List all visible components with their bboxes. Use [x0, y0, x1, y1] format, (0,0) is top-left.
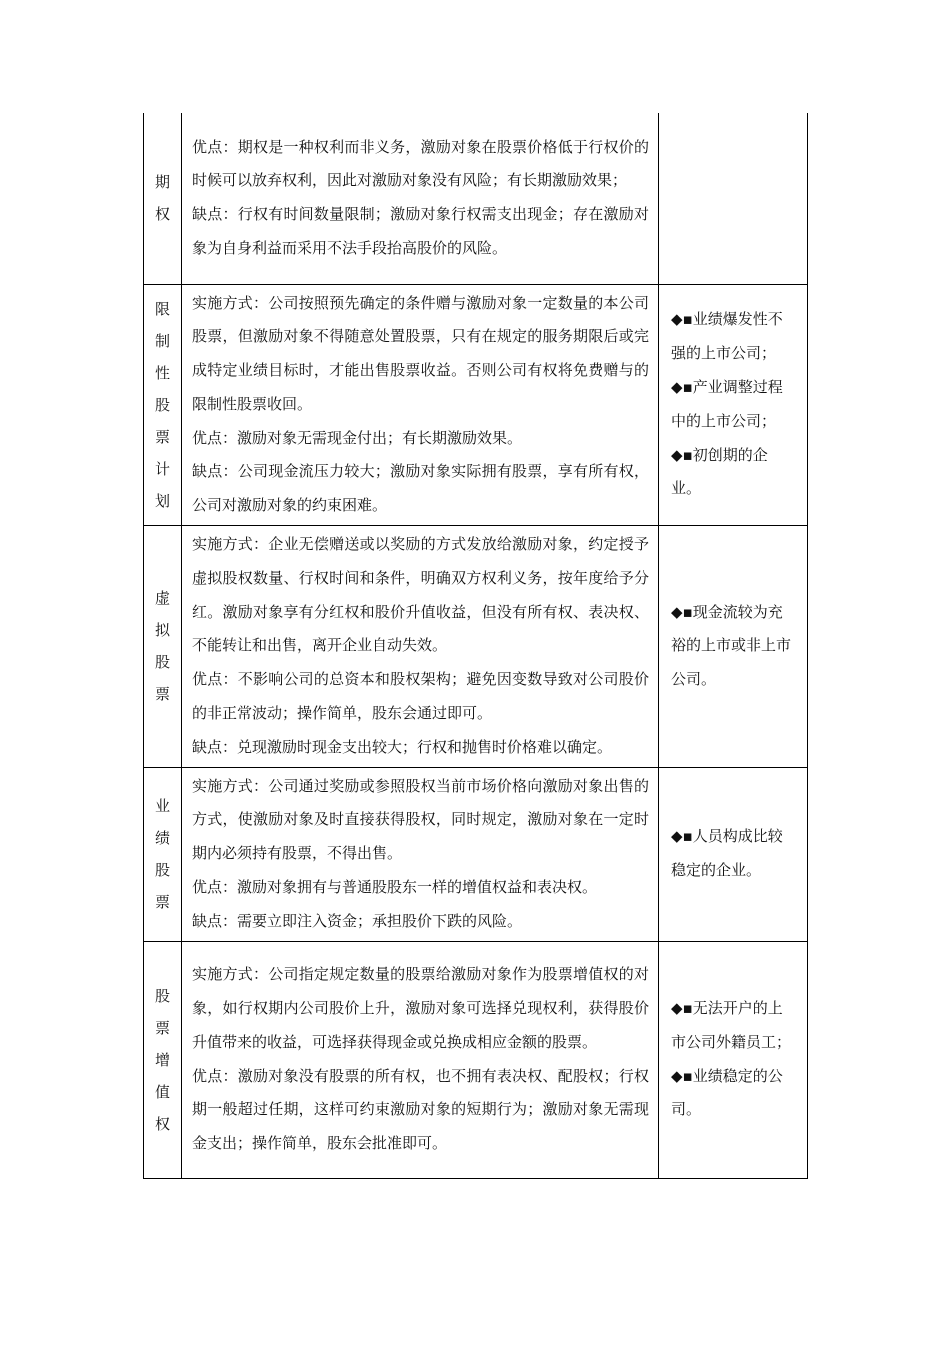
mode-name: 限 制 性 股 票 计 划 — [154, 299, 170, 510]
scope-item: ◆▪业绩爆发性不强的上市公司； — [671, 310, 783, 363]
mode-description-cell — [182, 941, 659, 1178]
disadvantages-text: 缺点：需要立即注入资金；承担股价下跌的风险。 — [192, 911, 523, 930]
disadvantages-text: 缺点：公司现金流压力较大；激励对象实际拥有股票，享有所有权，公司对激励对象的约束困难。 — [192, 462, 649, 515]
applicable-scope-cell — [659, 526, 808, 768]
scope-item: ◆▪人员构成比较稳定的企业。 — [671, 827, 783, 880]
table-row-restricted-stock — [144, 284, 808, 526]
implementation-text: 实施方式：公司按照预先确定的条件赠与激励对象一定数量的本公司股票，但激励对象不得随意处置股票，只有在规定的服务期限后或完成特定业绩目标时，才能出售股票收益。否则公司有权将免费赠与的限制性股票收回。 — [192, 293, 649, 413]
mode-description-cell — [182, 284, 659, 526]
implementation-text: 实施方式：公司通过奖励或参照股权当前市场价格向激励对象出售的方式，使激励对象及时直接获得股权，同时规定，激励对象在一定时期内必须持有股票，不得出售。 — [192, 776, 649, 863]
table-row-stock-appreciation-rights — [144, 941, 808, 1178]
implementation-text: 实施方式：企业无偿赠送或以奖励的方式发放给激励对象，约定授予虚拟股权数量、行权时间和条件，明确双方权利义务，按年度给予分红。激励对象享有分红权和股价升值收益，但没有所有权、表决权、不能转让和出售，离开企业自动失效。 — [192, 535, 649, 655]
mode-name: 业 绩 股 票 — [154, 797, 170, 912]
advantages-text: 优点：激励对象没有股票的所有权，也不拥有表决权、配股权；行权期一般超过任期，这样可约束激励对象的短期行为；激励对象无需现金支出；操作简单，股东会批准即可。 — [192, 1066, 649, 1153]
table-row-virtual-stock — [144, 526, 808, 768]
mode-description-cell — [182, 113, 659, 284]
mode-name: 虚 拟 股 票 — [154, 589, 170, 704]
scope-item: ◆▪初创期的企业。 — [671, 445, 768, 498]
table-body — [144, 113, 808, 1178]
mode-description-cell — [182, 767, 659, 941]
table-row-option — [144, 113, 808, 284]
mode-name-cell — [144, 284, 182, 526]
advantages-text: 优点：期权是一种权利而非义务，激励对象在股票价格低于行权价的时候可以放弃权利，因此对激励对象没有风险；有长期激励效果； — [192, 137, 649, 190]
scope-item: ◆▪业绩稳定的公司。 — [671, 1066, 783, 1119]
equity-incentive-table — [143, 113, 808, 1179]
scope-item: ◆▪产业调整过程中的上市公司； — [671, 377, 783, 430]
table-row-performance-stock — [144, 767, 808, 941]
applicable-scope-cell — [659, 767, 808, 941]
mode-name-cell — [144, 113, 182, 284]
mode-name-cell — [144, 526, 182, 768]
mode-name: 股 票 增 值 权 — [154, 986, 170, 1133]
implementation-text: 实施方式：公司指定规定数量的股票给激励对象作为股票增值权的对象，如行权期内公司股价上升，激励对象可选择兑现权利，获得股价升值带来的收益，可选择获得现金或兑换成相应金额的股票。 — [192, 965, 649, 1051]
mode-name-cell — [144, 767, 182, 941]
applicable-scope-cell — [659, 941, 808, 1178]
mode-name: 期 权 — [154, 173, 170, 224]
advantages-text: 优点：激励对象无需现金付出；有长期激励效果。 — [192, 428, 523, 447]
applicable-scope-cell — [659, 113, 808, 284]
disadvantages-text: 缺点：行权有时间数量限制；激励对象行权需支出现金；存在激励对象为自身利益而采用不法手段抬高股价的风险。 — [192, 205, 649, 258]
scope-item: ◆▪无法开户的上市公司外籍员工； — [671, 999, 792, 1051]
advantages-text: 优点：不影响公司的总资本和股权架构；避免因变数导致对公司股价的非正常波动；操作简单，股东会通过即可。 — [192, 670, 649, 723]
scope-item: ◆▪现金流较为充裕的上市或非上市公司。 — [671, 602, 792, 689]
disadvantages-text: 缺点：兑现激励时现金支出较大；行权和抛售时价格难以确定。 — [192, 737, 613, 756]
applicable-scope-cell — [659, 284, 808, 526]
mode-description-cell — [182, 526, 659, 768]
advantages-text: 优点：激励对象拥有与普通股股东一样的增值权益和表决权。 — [192, 878, 598, 897]
mode-name-cell — [144, 941, 182, 1178]
